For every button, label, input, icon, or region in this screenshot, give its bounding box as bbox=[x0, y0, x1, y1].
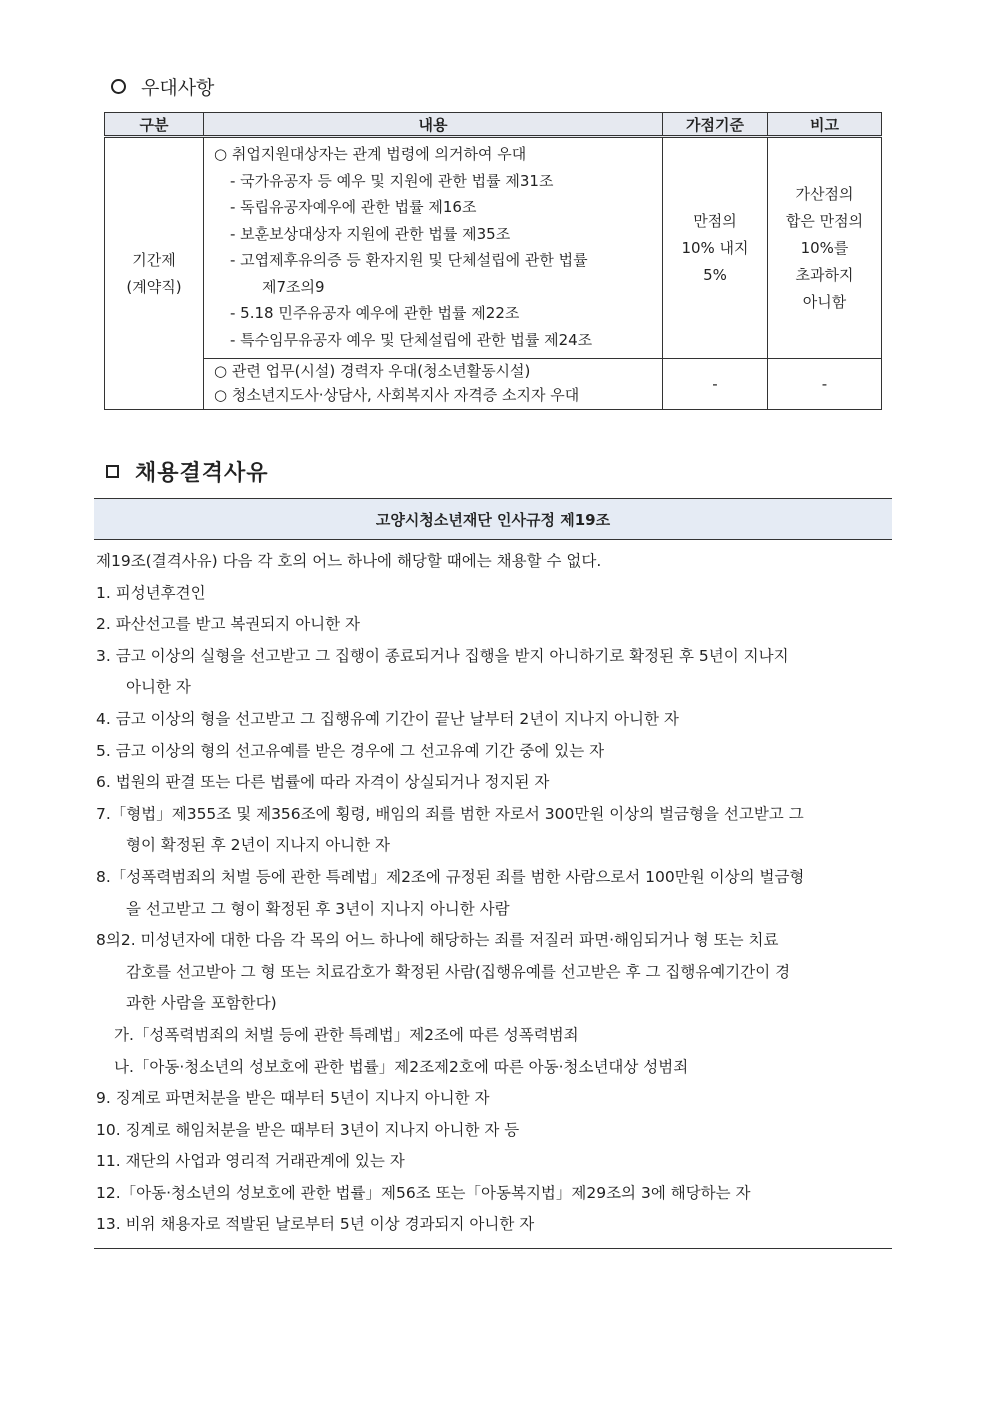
note-cell bbox=[768, 137, 882, 359]
content-line: ○ 관련 업무(시설) 경력자 우대(청소년활동시설) bbox=[214, 362, 531, 380]
list-item-continuation: 과한 사람을 포함한다) bbox=[126, 994, 277, 1013]
category-cell bbox=[105, 137, 204, 410]
square-bullet-icon bbox=[106, 465, 119, 478]
note-line: 합은 만점의 bbox=[785, 211, 864, 230]
list-item-continuation: 감호를 선고받아 그 형 또는 치료감호가 확정된 사람(집행유예를 선고받은 후 그 집행유예기간이 경 bbox=[126, 962, 791, 981]
table-header-row bbox=[105, 113, 882, 137]
regulation-text bbox=[96, 546, 892, 1241]
note-line: 가산점의 bbox=[795, 184, 854, 203]
note-line: 아니함 bbox=[802, 292, 847, 311]
score-cell: - bbox=[663, 359, 768, 410]
header-score: 가점기준 bbox=[663, 113, 768, 137]
list-item: 5. 금고 이상의 형의 선고유예를 받은 경우에 그 선고유예 기간 중에 있는 자 bbox=[96, 741, 605, 760]
list-item-continuation: 을 선고받고 그 형이 확정된 후 3년이 지나지 아니한 사람 bbox=[126, 899, 510, 918]
list-item: 7.「형법」제355조 및 제356조에 횡령, 배임의 죄를 범한 자로서 300만원 이상의 벌금형을 선고받고 그 bbox=[96, 804, 804, 823]
score-line: 만점의 bbox=[693, 211, 737, 230]
list-item: 6. 법원의 판결 또는 다른 법률에 따라 자격이 상실되거나 정지된 자 bbox=[96, 773, 550, 792]
list-subitem: 나.「아동·청소년의 성보호에 관한 법률」제2조제2호에 따른 아동·청소년대상 성범죄 bbox=[114, 1057, 689, 1076]
divider bbox=[94, 1248, 892, 1249]
table-row bbox=[105, 137, 882, 359]
circle-bullet-icon bbox=[111, 79, 126, 94]
list-item: 12.「아동·청소년의 성보호에 관한 법률」제56조 또는「아동복지법」제29조의 3에 해당하는 자 bbox=[96, 1183, 751, 1202]
section-title: 우대사항 bbox=[141, 76, 215, 99]
content-line: ○ 청소년지도사·상담사, 사회복지사 자격증 소지자 우대 bbox=[214, 386, 580, 404]
note-cell: - bbox=[768, 359, 882, 410]
list-item: 1. 피성년후견인 bbox=[96, 583, 206, 602]
content-line: - 고엽제후유의증 등 환자지원 및 단체설립에 관한 법률 bbox=[230, 251, 588, 269]
list-subitem: 가.「성폭력범죄의 처벌 등에 관한 특례법」제2조에 따른 성폭력범죄 bbox=[114, 1025, 579, 1044]
score-line: 5% bbox=[703, 265, 727, 284]
content-line: ○ 취업지원대상자는 관계 법령에 의거하여 우대 bbox=[214, 145, 527, 163]
content-line: - 보훈보상대상자 지원에 관한 법률 제35조 bbox=[230, 224, 511, 243]
content-line: - 5.18 민주유공자 예우에 관한 법률 제22조 bbox=[230, 304, 520, 322]
content-line: - 국가유공자 등 예우 및 지원에 관한 법률 제31조 bbox=[230, 171, 554, 190]
section-heading-preferences bbox=[111, 72, 214, 100]
header-category: 구분 bbox=[105, 113, 204, 137]
list-item-continuation: 아니한 자 bbox=[126, 678, 191, 697]
note-line: 10%를 bbox=[800, 238, 849, 257]
list-item: 8.「성폭력범죄의 처벌 등에 관한 특례법」제2조에 규정된 죄를 범한 사람으로서 100만원 이상의 벌금형 bbox=[96, 867, 805, 886]
category-line: (계약직) bbox=[126, 277, 182, 296]
list-item-continuation: 형이 확정된 후 2년이 지나지 아니한 자 bbox=[126, 836, 391, 855]
list-item: 10. 징계로 해임처분을 받은 때부터 3년이 지나지 아니한 자 등 bbox=[96, 1120, 520, 1139]
content-line: 제7조의9 bbox=[262, 277, 325, 296]
content-cell bbox=[204, 359, 663, 410]
content-cell bbox=[204, 137, 663, 359]
score-line: 10% 내지 bbox=[681, 238, 749, 257]
header-content: 내용 bbox=[204, 113, 663, 137]
regulation-intro: 제19조(결격사유) 다음 각 호의 어느 하나에 해당할 때에는 채용할 수 없다. bbox=[96, 552, 602, 570]
preferences-table bbox=[104, 112, 882, 410]
list-item: 13. 비위 채용자로 적발된 날로부터 5년 이상 경과되지 아니한 자 bbox=[96, 1215, 535, 1234]
header-note: 비고 bbox=[768, 113, 882, 137]
regulation-title-box: 고양시청소년재단 인사규정 제19조 bbox=[94, 498, 892, 540]
section-title: 채용결격사유 bbox=[135, 460, 269, 486]
list-item: 8의2. 미성년자에 대한 다음 각 목의 어느 하나에 해당하는 죄를 저질러 파면·해임되거나 형 또는 치료 bbox=[96, 931, 779, 950]
note-line: 초과하지 bbox=[795, 265, 854, 284]
table-row bbox=[105, 359, 882, 410]
score-cell bbox=[663, 137, 768, 359]
content-line: - 독립유공자예우에 관한 법률 제16조 bbox=[230, 198, 477, 216]
list-item: 4. 금고 이상의 형을 선고받고 그 집행유예 기간이 끝난 날부터 2년이 지나지 아니한 자 bbox=[96, 709, 679, 728]
list-item: 2. 파산선고를 받고 복권되지 아니한 자 bbox=[96, 615, 361, 634]
section-heading-disqualifications bbox=[106, 455, 269, 487]
list-item: 9. 징계로 파면처분을 받은 때부터 5년이 지나지 아니한 자 bbox=[96, 1089, 490, 1108]
category-line: 기간제 bbox=[132, 250, 176, 269]
list-item: 3. 금고 이상의 실형을 선고받고 그 집행이 종료되거나 집행을 받지 아니하기로 확정된 후 5년이 지나지 bbox=[96, 646, 789, 665]
list-item: 11. 재단의 사업과 영리적 거래관계에 있는 자 bbox=[96, 1152, 405, 1171]
content-line: - 특수임무유공자 예우 및 단체설립에 관한 법률 제24조 bbox=[230, 330, 593, 349]
